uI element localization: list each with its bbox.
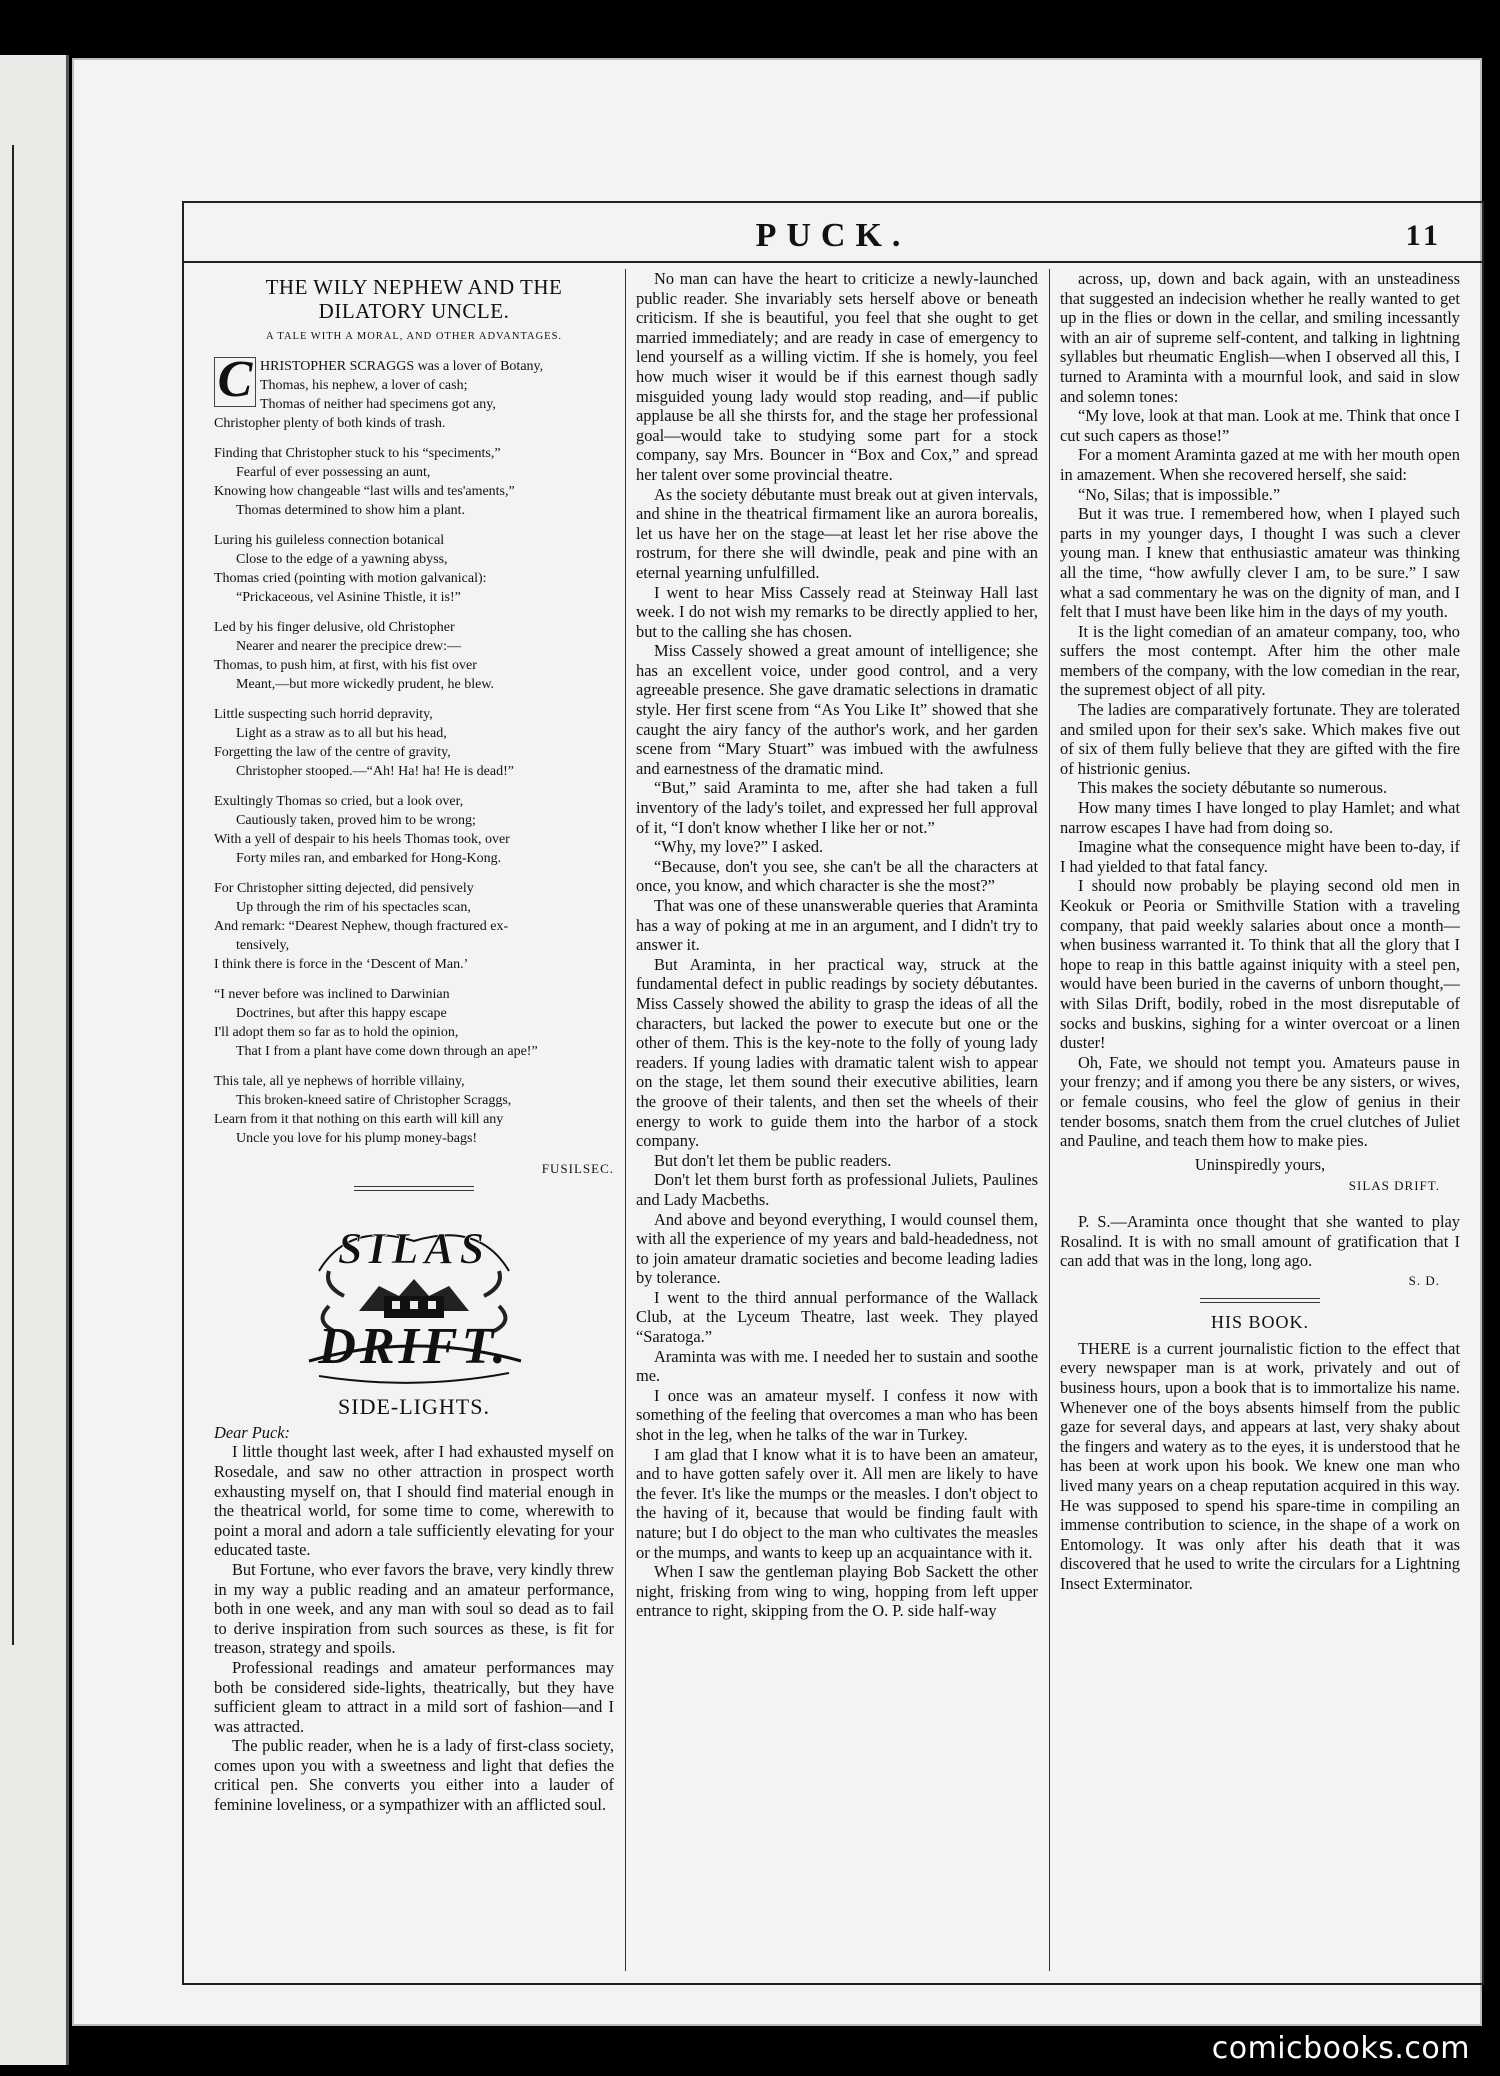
poem-line: Up through the rim of his spectacles scan, bbox=[236, 899, 471, 915]
poem-line: Learn from it that nothing on this earth will kill any bbox=[214, 1111, 504, 1127]
poem-subtitle: A TALE WITH A MORAL, AND OTHER ADVANTAGES. bbox=[265, 331, 563, 342]
poem-stanza bbox=[214, 705, 614, 781]
paragraph: I once was an amateur myself. I confess it now with something of the feeling that overcomes a man who has been shot in the leg, when he talks of the war in Turkey. bbox=[636, 1385, 1038, 1445]
his-book-paragraph: THERE is a current journalistic fiction to the effect that every newspaper man is at work, privately and out of business hours, upon a book that is to immortalize his name. Whenever one of the boys absents himself from the public gaze for several days, and appears at last, very shaky about the fingers and watery as to the eyes, it is understood that he has been at work upon his book. We knew one man who lived many years on a cheap reputation acquired in this way. He was supposed to spend his spare-time in compiling an immense contribution to science, in the shape of a work on Entomology. It was only after his death that it was discovered that he used to write the circulars for a Lightning Insect Exterminator. bbox=[1060, 1338, 1460, 1593]
paragraph: across, up, down and back again, with an unsteadiness that suggested an indecision whether he really wanted to get up in the flies or down in the cellar, and smiling incessantly with an air of supreme self-content, and talking in lightning syllables but rheumatic English—when I observed all this, I turned to Araminta with a mournful look, and said in slow and solemn tones: bbox=[1060, 269, 1460, 406]
sidelights-col1-text bbox=[214, 1442, 614, 1814]
poem-stanza bbox=[214, 618, 614, 694]
poem-line: Knowing how changeable “last wills and tes'aments,” bbox=[214, 483, 515, 499]
signature: SILAS DRIFT. bbox=[1348, 1178, 1440, 1194]
logo-word-drift: DRIFT. bbox=[318, 1318, 510, 1376]
paragraph: And above and beyond everything, I would counsel them, with all the experience of my years and bald-headedness, not to join amateur dramatic societies and become leading ladies by tolerance. bbox=[636, 1209, 1038, 1288]
newspaper-page bbox=[72, 58, 1482, 2026]
paragraph: When I saw the gentleman playing Bob Sackett the other night, frisking from wing to wing, hopping from left upper entrance to right, skipping from the O. P. side half-way bbox=[636, 1562, 1038, 1621]
sidelights-col3-text bbox=[1060, 269, 1460, 1151]
sidelights-col2-text bbox=[636, 269, 1038, 1621]
paragraph: Don't let them burst forth as professional Juliets, Paulines and Lady Macbeths. bbox=[636, 1170, 1038, 1209]
poem-line: Light as a straw as to all but his head, bbox=[236, 725, 447, 741]
poem-line: With a yell of despair to his heels Thomas took, over bbox=[214, 831, 510, 847]
paragraph: “My love, look at that man. Look at me. Think that once I cut such capers as those!” bbox=[1060, 406, 1460, 445]
poem-signature: FUSILSEC. bbox=[541, 1160, 614, 1176]
masthead-title: PUCK. bbox=[755, 217, 911, 254]
poem-line: HRISTOPHER SCRAGGS was a lover of Botany, bbox=[260, 358, 544, 374]
paragraph: But Araminta, in her practical way, struck at the fundamental defect in public readings by society débutantes. Miss Cassely showed the ability to grasp the ideas of all the characters, but lacked the power to execute but one or the other of them. This is the key-note to the folly of young lady readers. If young ladies with dramatic talent wish to appear on the stage, let them sound their executive abilities, learn the groove of their talents, and then set the wheels of their energy to work to guide them into the harbor of a stock company. bbox=[636, 954, 1038, 1151]
poem-line: Forgetting the law of the centre of gravity, bbox=[214, 744, 451, 760]
paragraph: Imagine what the consequence might have been to-day, if I had yielded to that fatal fancy. bbox=[1060, 837, 1460, 876]
poem-stanza bbox=[214, 444, 614, 520]
paragraph: “No, Silas; that is impossible.” bbox=[1078, 484, 1281, 504]
watermark: comicbooks.com bbox=[1211, 2031, 1470, 2066]
poem-line: Christopher plenty of both kinds of trash. bbox=[214, 415, 446, 431]
poem-line: Thomas determined to show him a plant. bbox=[236, 502, 466, 518]
paragraph: For a moment Araminta gazed at me with her mouth open in amazement. When she recovered herself, she said: bbox=[1060, 445, 1460, 484]
paragraph: Oh, Fate, we should not tempt you. Amateurs pause in your frenzy; and if among you there be any sisters, or wives, or female cousins, who feel the glow of genius in their tender bosoms, snatch them from the cruel clutches of Juliet and Pauline, and teach them how to make pies. bbox=[1060, 1052, 1460, 1151]
poem-line: Thomas cried (pointing with motion galvanical): bbox=[214, 570, 487, 586]
poem-line: Luring his guileless connection botanical bbox=[214, 532, 445, 548]
poem-line: Forty miles ran, and embarked for Hong-Kong. bbox=[236, 850, 502, 866]
paragraph: “Why, my love?” I asked. bbox=[654, 837, 824, 857]
paragraph: Miss Cassely showed a great amount of intelligence; she has an excellent voice, under good control, and a very agreeable presence. She gave dramatic selections in dramatic style. Her first scene from “As You Like It” showed that she caught the airy fancy of the author's work, and her garden scene from “Mary Stuart” was imbued with the awfulness and earnestness of the dramatic mind. bbox=[636, 641, 1038, 778]
poem-line: tensively, bbox=[236, 937, 290, 953]
column-2 bbox=[636, 269, 1038, 1971]
paragraph: The ladies are comparatively fortunate. They are tolerated and smiled upon for their sex's sake. Which makes five out of six of them fully believe that they are gifted with the fire of histrionic genius. bbox=[1060, 700, 1460, 778]
poem-line: And remark: “Dearest Nephew, though fractured ex- bbox=[214, 918, 509, 934]
divider bbox=[1200, 1298, 1320, 1303]
paragraph: Araminta was with me. I needed her to sustain and soothe me. bbox=[636, 1346, 1038, 1386]
paragraph: “But,” said Araminta to me, after she had taken a full inventory of the lady's toilet, and expressed her full approval of it, “I don't know whether I like her or not.” bbox=[636, 778, 1038, 837]
poem-line: Thomas, his nephew, a lover of cash; bbox=[260, 377, 468, 393]
paragraph: I went to hear Miss Cassely read at Steinway Hall last week. I do not wish my remarks to be directly applied to her, but to the calling she has chosen. bbox=[636, 582, 1038, 641]
column-1 bbox=[214, 269, 614, 1971]
poem-line: Thomas of neither had specimens got any, bbox=[260, 396, 496, 412]
poem-stanza bbox=[214, 985, 614, 1061]
poem-line: Finding that Christopher stuck to his “speciments,” bbox=[214, 445, 501, 461]
paragraph: I am glad that I know what it is to have been an amateur, and to have gotten safely over it. All men are likely to have the fever. It's like the mumps or the measles. I don't object to the having of it, because that would be finding fault with nature; but I do object to the man who cultivates the measles or the mumps, and wants to keep up an acquaintance with it. bbox=[636, 1444, 1038, 1562]
paragraph: It is the light comedian of an amateur company, too, who suffers the most contempt. After him the other male members of the company, with the low comedian in the rear, the supremest object of all pity. bbox=[1060, 621, 1460, 700]
poem-line: That I from a plant have come down through an ape!” bbox=[236, 1043, 538, 1059]
paragraph: The public reader, when he is a lady of first-class society, comes upon you with a sweetness and light that defies the critical pen. She converts you either into a lauder of feminine loveliness, or a sympathizer with an afflicted soul. bbox=[214, 1736, 614, 1815]
poem-body bbox=[214, 350, 614, 1148]
his-book-heading: HIS BOOK. bbox=[1210, 1312, 1309, 1333]
poem-line: Doctrines, but after this happy escape bbox=[236, 1005, 447, 1021]
drop-cap: C bbox=[214, 357, 256, 407]
page-number: 11 bbox=[1405, 219, 1442, 252]
postscript: P. S.—Araminta once thought that she wanted to play Rosalind. It is with no small amount of gratification that I can add that was in the long, long ago. bbox=[1060, 1211, 1460, 1271]
logo-word-silas: SILAS bbox=[337, 1224, 491, 1274]
poem-title: THE WILY NEPHEW AND THE DILATORY UNCLE. bbox=[265, 275, 563, 323]
poem-stanza bbox=[214, 1072, 614, 1148]
adjacent-page-edge bbox=[0, 55, 69, 2065]
paragraph: How many times I have longed to play Hamlet; and what narrow escapes I have had from doing so. bbox=[1060, 798, 1460, 837]
paragraph: But Fortune, who ever favors the brave, very kindly threw in my way a public reading and an amateur performance, both in one week, and any man with soul so dead as to fail to derive inspiration from such sources as these, is fit for treason, strategy and spoils. bbox=[214, 1559, 614, 1658]
poem-line: This broken-kneed satire of Christopher Scraggs, bbox=[236, 1092, 512, 1108]
poem-line: I'll adopt them so far as to hold the opinion, bbox=[214, 1024, 459, 1040]
poem-line: Fearful of ever possessing an aunt, bbox=[236, 464, 431, 480]
sidelights-heading: SIDE-LIGHTS. bbox=[338, 1394, 490, 1420]
paragraph: Professional readings and amateur performances may both be considered side-lights, theatrically, but they have sufficient gleam to attract in a mild sort of fashion—and I was attracted. bbox=[214, 1657, 614, 1736]
poem-line: For Christopher sitting dejected, did pensively bbox=[214, 880, 474, 896]
poem-line: This tale, all ye nephews of horrible villainy, bbox=[214, 1073, 465, 1089]
poem-line: Close to the edge of a yawning abyss, bbox=[236, 551, 448, 567]
page-frame bbox=[182, 201, 1484, 1985]
poem-line: Christopher stooped.—“Ah! Ha! ha! He is dead!” bbox=[236, 763, 514, 779]
column-3 bbox=[1060, 269, 1460, 1971]
poem-line: Led by his finger delusive, old Christopher bbox=[214, 619, 455, 635]
adjacent-page-rule bbox=[12, 145, 14, 1645]
paragraph: I went to the third annual performance of the Wallack Club, at the Lyceum Theatre, last week. They played “Saratoga.” bbox=[636, 1287, 1038, 1347]
closing: Uninspiredly yours, bbox=[1194, 1154, 1326, 1174]
poem-line: “I never before was inclined to Darwinian bbox=[214, 986, 450, 1002]
poem-line: “Prickaceous, vel Asinine Thistle, it is!” bbox=[236, 589, 461, 605]
poem-line: Meant,—but more wickedly prudent, he blew. bbox=[236, 676, 495, 692]
poem-stanzas bbox=[214, 444, 614, 1148]
paragraph: I should now probably be playing second old men in Keokuk or Peoria or Smithville Station with a traveling company, that paid weekly salaries about once a month—when business warranted it. To think that all the glory that I hope to reap in this battle against iniquity with a steel pen, would have been buried in the caverns of unborn thought,—with Silas Drift, bodily, robed in the most disreputable of socks and buskins, sighing for a winter overcoat or a linen duster! bbox=[1060, 876, 1460, 1053]
column-rule bbox=[1049, 269, 1050, 1971]
poem-stanza bbox=[214, 879, 614, 974]
postscript-initials: S. D. bbox=[1408, 1272, 1440, 1288]
paragraph: But it was true. I remembered how, when I played such parts in my younger days, I thought I was such a clever young man. I knew that enthusiastic amateur was thinking all the time, “how awfully clever I am, to be sure.” I saw what a sad commentary he was on the dignity of man, and I felt that I must have been like him in the days of my youth. bbox=[1060, 504, 1460, 622]
column-rule bbox=[625, 269, 626, 1971]
masthead bbox=[184, 203, 1482, 263]
poem-line: Cautiously taken, proved him to be wrong; bbox=[236, 812, 476, 828]
divider bbox=[354, 1186, 474, 1191]
poem-stanza bbox=[214, 350, 614, 433]
paragraph: But don't let them be public readers. bbox=[654, 1150, 892, 1170]
poem-line: Thomas, to push him, at first, with his fist over bbox=[214, 657, 477, 673]
poem-line: Little suspecting such horrid depravity, bbox=[214, 706, 433, 722]
silas-drift-logo bbox=[289, 1201, 539, 1391]
paragraph: No man can have the heart to criticize a newly-launched public reader. She invariably sets herself above or beneath criticism. If she is beautiful, you feel that she ought to get married immediately; and are ready in case of emergency to lend yourself as a willing victim. If she is homely, you feel how much wiser it would be if this earnest though sadly misguided young lady would stop reading, and—if public applause be all she thirsts for, and the stage her professional goal—would take to studying some part for a stock company, say Mrs. Bouncer in “Box and Cox,” and spread her talent over some provincial theatre. bbox=[636, 269, 1038, 484]
paragraph: That was one of these unanswerable queries that Araminta has a way of poking at me in an argument, and I didn't try to answer it. bbox=[636, 896, 1038, 955]
paragraph: This makes the society débutante so numerous. bbox=[1078, 778, 1388, 798]
paragraph: I little thought last week, after I had exhausted myself on Rosedale, and saw no other attraction in prospect worth exhausting myself on, that I should find material enough in the theatrical world, for some time to come, wherewith to point a moral and adorn a tale sufficiently elevating for your educated taste. bbox=[214, 1442, 614, 1560]
poem-line: Exultingly Thomas so cried, but a look over, bbox=[214, 793, 464, 809]
salutation: Dear Puck: bbox=[214, 1422, 290, 1442]
poem-line: I think there is force in the ‘Descent of Man.’ bbox=[214, 956, 469, 972]
poem-line: Nearer and nearer the precipice drew:— bbox=[236, 638, 462, 654]
paragraph: As the society débutante must break out at given intervals, and shine in the theatrical firmament like an aurora borealis, let us have her on the stage—at least let her rise above the rostrum, for there she will dwindle, peak and pine with an eternal yearning unfulfilled. bbox=[636, 484, 1038, 582]
poem-line: Uncle you love for his plump money-bags! bbox=[236, 1130, 478, 1146]
poem-stanza bbox=[214, 792, 614, 868]
paragraph: “Because, don't you see, she can't be all the characters at once, you know, and which character is she the most?” bbox=[636, 856, 1038, 896]
poem-stanza bbox=[214, 531, 614, 607]
